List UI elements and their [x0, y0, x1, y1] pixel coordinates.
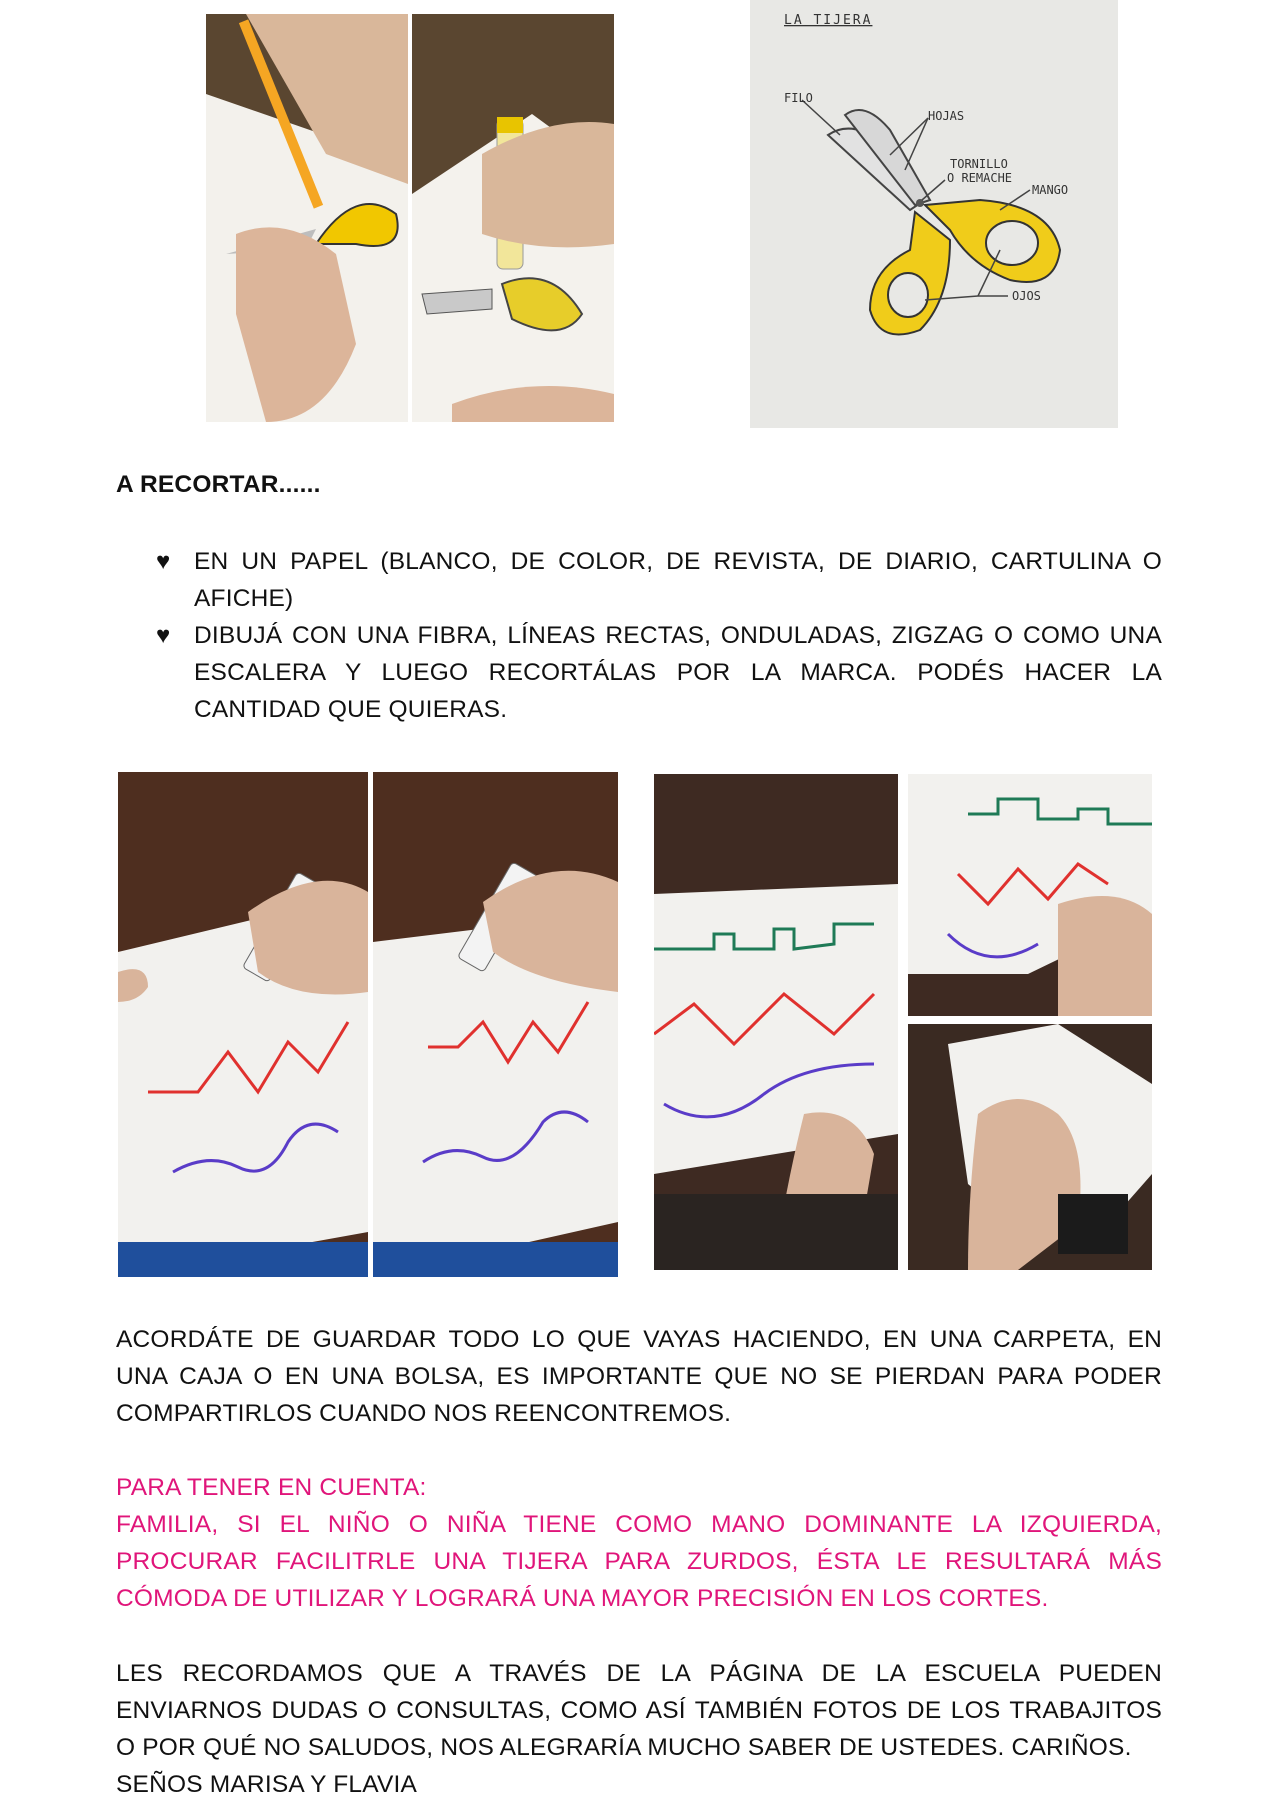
photo-drawing-lines-1	[118, 772, 368, 1277]
photo-coloring-scissors-1	[206, 14, 408, 422]
reminder-paragraph: ACORDÁTE DE GUARDAR TODO LO QUE VAYAS HACIENDO, EN UNA CARPETA, EN UNA CAJA O EN UNA BOLSA, ES IMPORTANTE QUE NO SE PIERDAN PARA PODER COMPARTIRLOS CUANDO NOS REENCONTREMOS.	[116, 1326, 1162, 1427]
closing-paragraph: LES RECORDAMOS QUE A TRAVÉS DE LA PÁGINA DE LA ESCUELA PUEDEN ENVIARNOS DUDAS O CONSULTAS, COMO ASÍ TAMBIÉN FOTOS DE LOS TRABAJITOS O POR QUÉ NO SALUDOS, NOS ALEGRARÍA MUCHO SABER DE USTEDES. CARIÑOS.	[116, 1660, 1162, 1761]
bullet-text: EN UN PAPEL (BLANCO, DE COLOR, DE REVISTA, DE DIARIO, CARTULINA O AFICHE)	[194, 548, 1162, 612]
photo-cutting-lines-1	[654, 774, 898, 1270]
scissors-parts-diagram	[750, 0, 1118, 428]
label-mango: MANGO	[1032, 183, 1069, 197]
list-item	[116, 543, 1162, 617]
heart-bullet-icon: ♥	[156, 622, 171, 649]
photo-coloring-scissors-2	[412, 14, 614, 422]
instructions-list	[116, 543, 1162, 728]
heart-bullet-icon: ♥	[156, 548, 171, 575]
bullet-text: DIBUJÁ CON UNA FIBRA, LÍNEAS RECTAS, ONDULADAS, ZIGZAG O COMO UNA ESCALERA Y LUEGO RECORTÁLAS POR LA MARCA. PODÉS HACER LA CANTIDAD QUE QUIERAS.	[194, 622, 1162, 723]
photo-cutting-lines-2	[908, 774, 1152, 1016]
list-item	[116, 617, 1162, 728]
label-hojas: HOJAS	[928, 109, 965, 123]
label-tornillo: TORNILLO	[950, 157, 1008, 171]
label-ojos: OJOS	[1012, 289, 1041, 303]
section-title: A RECORTAR......	[116, 471, 321, 498]
photo-cutting-lines-3	[908, 1024, 1152, 1270]
label-filo: FILO	[784, 91, 813, 105]
label-remache: O REMACHE	[947, 171, 1013, 185]
signature: SEÑOS MARISA Y FLAVIA	[116, 1771, 418, 1798]
diagram-title: LA TIJERA	[784, 13, 873, 28]
photo-drawing-lines-2	[373, 772, 618, 1277]
note-heading: PARA TENER EN CUENTA:	[116, 1474, 427, 1501]
note-body: FAMILIA, SI EL NIÑO O NIÑA TIENE COMO MANO DOMINANTE LA IZQUIERDA, PROCURAR FACILITRLE UNA TIJERA PARA ZURDOS, ÉSTA LE RESULTARÁ MÁS CÓMODA DE UTILIZAR Y LOGRARÁ UNA MAYOR PRECISIÓN EN LOS CORTES.	[116, 1511, 1162, 1612]
